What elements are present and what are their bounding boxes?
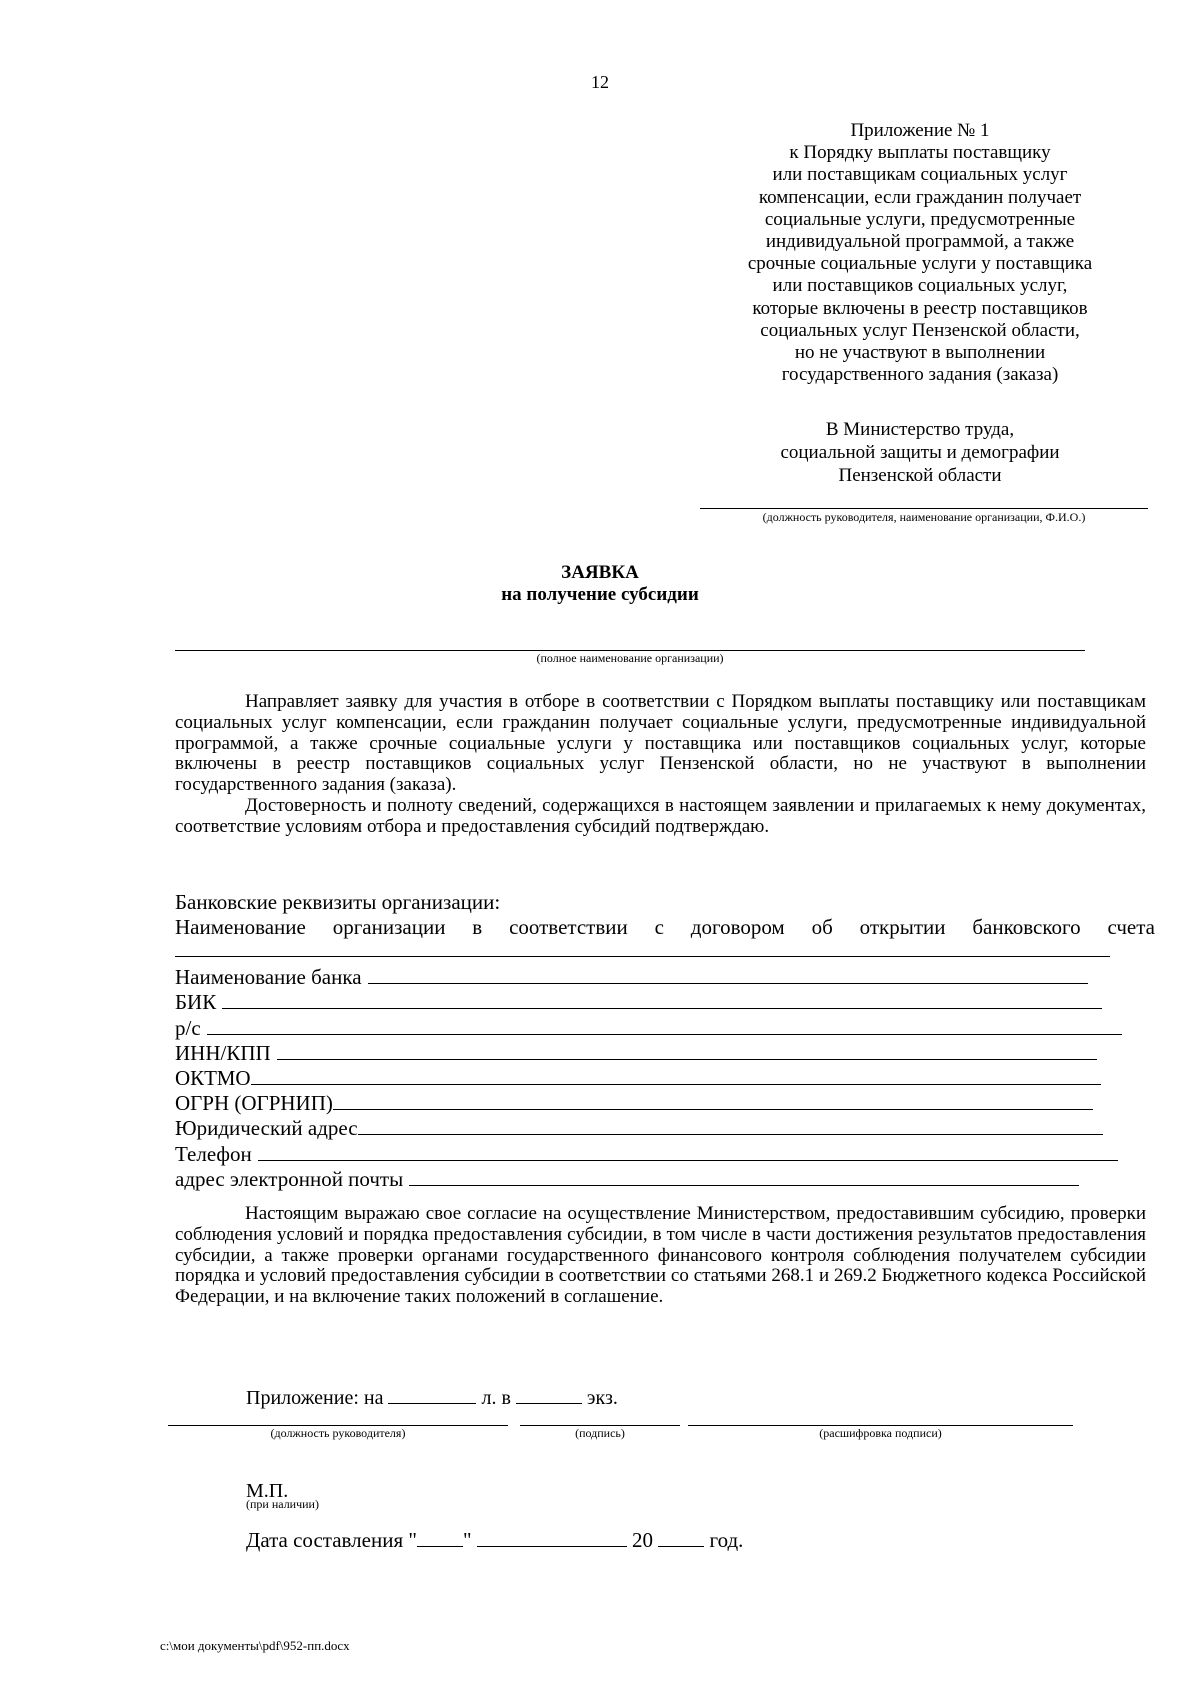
field-label: ОГРН (ОГРНИП) xyxy=(175,1091,333,1116)
date-quote-close: " xyxy=(462,1528,472,1552)
date-month-blank[interactable] xyxy=(477,1530,627,1547)
field-blank[interactable] xyxy=(222,992,1102,1009)
appendix-line: Приложение № 1 xyxy=(850,120,990,141)
recipient-block xyxy=(700,418,1140,487)
attachment-copies-blank[interactable] xyxy=(516,1387,582,1404)
field-blank[interactable] xyxy=(277,1043,1097,1060)
field-label: Телефон xyxy=(175,1141,252,1166)
field-bik[interactable] xyxy=(175,990,1155,1015)
date-line xyxy=(246,1528,743,1553)
bank-details-heading: Банковские реквизиты организации: xyxy=(175,890,501,914)
signature-hint: (подпись) xyxy=(575,1426,625,1440)
stamp-hint: (при наличии) xyxy=(246,1497,319,1511)
appendix-line: государственного задания (заказа) xyxy=(781,364,1059,386)
appendix-line: к Порядку выплаты поставщику xyxy=(789,142,1051,164)
recipient-hint: (должность руководителя, наименование организации, Ф.И.О.) xyxy=(762,510,1086,524)
appendix-line: компенсации, если гражданин получает xyxy=(758,186,1082,208)
position-hint: (должность руководителя) xyxy=(270,1426,406,1440)
appendix-line: но не участвуют в выполнении xyxy=(794,342,1046,364)
field-label: Наименование банка xyxy=(175,965,362,990)
org-name-hint: (полное наименование организации) xyxy=(536,651,724,665)
title-line-1: ЗАЯВКА xyxy=(561,562,639,583)
date-year-blank[interactable] xyxy=(658,1530,704,1547)
recipient-line: социальной защиты и демографии xyxy=(780,442,1060,463)
attachment-suffix: экз. xyxy=(586,1387,618,1409)
field-blank[interactable] xyxy=(251,1068,1101,1085)
attachment-middle: л. в xyxy=(481,1387,511,1409)
application-text xyxy=(175,692,1146,838)
field-inn-kpp[interactable] xyxy=(175,1041,1155,1066)
recipient-line: Пензенской области xyxy=(838,465,1002,486)
field-label: ОКТМО xyxy=(175,1065,251,1090)
field-label: Юридический адрес xyxy=(175,1116,358,1141)
title-line-2: на получение субсидии xyxy=(501,584,699,605)
paragraph-confirmation: Достоверность и полноту сведений, содержащихся в настоящем заявлении и прилагаемых к нему документах, соответствие условиям отбора и предоставления субсидий подтверждаю. xyxy=(175,794,1146,837)
field-label: ИНН/КПП xyxy=(175,1040,271,1065)
field-blank[interactable] xyxy=(333,1093,1093,1110)
appendix-line: срочные социальные услуги у поставщика xyxy=(747,253,1093,275)
field-blank[interactable] xyxy=(258,1144,1118,1161)
field-phone[interactable] xyxy=(175,1142,1155,1167)
date-day-blank[interactable] xyxy=(417,1530,463,1547)
stamp-label: М.П. xyxy=(246,1480,289,1502)
appendix-line: которые включены в реестр поставщиков xyxy=(752,297,1088,319)
field-blank[interactable] xyxy=(368,967,1088,984)
bank-org-name-label: Наименование организации в соответствии с договором об открытии банковского счета xyxy=(175,915,1155,939)
field-label: адрес электронной почты xyxy=(175,1166,404,1191)
consent-text: Настоящим выражаю свое согласие на осуществление Министерством, предоставившим субсидию, проверки соблюдения условий и порядка предоставления субсидии, в том числе в части достижения результатов предоставления субсидии, а также проверки органами государственного финансового контроля соблюдения получателем субсидии порядка и условий предоставления субсидии в соответствии со статьями 268.1 и 269.2 Бюджетного кодекса Российской Федерации, и на включение таких положений в соглашение. xyxy=(175,1203,1146,1308)
consent-paragraph xyxy=(175,1204,1146,1308)
field-account[interactable] xyxy=(175,1016,1155,1041)
file-path-footer: c:\мои документы\pdf\952-пп.docx xyxy=(160,1638,350,1653)
page-number: 12 xyxy=(591,72,609,92)
bank-details xyxy=(175,890,1155,1192)
date-year-prefix: 20 xyxy=(632,1528,654,1552)
field-oktmo[interactable] xyxy=(175,1066,1155,1091)
field-email[interactable] xyxy=(175,1167,1155,1192)
appendix-line: или поставщиков социальных услуг, xyxy=(772,275,1068,297)
appendix-line: социальных услуг Пензенской области, xyxy=(760,319,1080,341)
bank-org-name-field[interactable] xyxy=(175,940,1155,965)
appendix-header xyxy=(700,120,1140,386)
attachment-sheets-blank[interactable] xyxy=(388,1387,476,1404)
field-blank[interactable] xyxy=(358,1118,1103,1135)
appendix-line: социальные услуги, предусмотренные xyxy=(764,208,1076,230)
paragraph-participation: Направляет заявку для участия в отборе в соответствии с Порядком выплаты поставщику или поставщикам социальных услуг компенсации, если гражданин получает социальные услуги, предусмотренные индивидуальной программой, а также срочные социальные услуги у поставщика или поставщиков социальных услуг, которые включены в реестр поставщиков социальных услуг Пензенской области, но не участвуют в выполнении государственного задания (заказа). xyxy=(175,691,1146,796)
decoding-hint: (расшифровка подписи) xyxy=(819,1426,942,1440)
field-bank-name[interactable] xyxy=(175,965,1155,990)
recipient-line: В Министерство труда, xyxy=(825,419,1015,440)
field-legal-address[interactable] xyxy=(175,1116,1155,1141)
field-label: БИК xyxy=(175,990,217,1015)
attachment-line xyxy=(246,1387,618,1410)
date-prefix: Дата составления " xyxy=(246,1528,417,1552)
field-label: р/с xyxy=(175,1015,201,1040)
field-blank[interactable] xyxy=(207,1018,1122,1035)
field-blank[interactable] xyxy=(409,1169,1079,1186)
date-suffix: год. xyxy=(709,1528,744,1552)
stamp-block xyxy=(246,1480,319,1510)
appendix-line: или поставщикам социальных услуг xyxy=(772,164,1068,186)
appendix-line: индивидуальной программой, а также xyxy=(765,231,1075,253)
recipient-fill-line[interactable] xyxy=(700,508,1148,509)
attachment-prefix: Приложение: на xyxy=(246,1387,384,1409)
field-ogrn[interactable] xyxy=(175,1091,1155,1116)
bank-org-name-blank[interactable] xyxy=(175,940,1110,957)
document-title xyxy=(0,562,1200,606)
